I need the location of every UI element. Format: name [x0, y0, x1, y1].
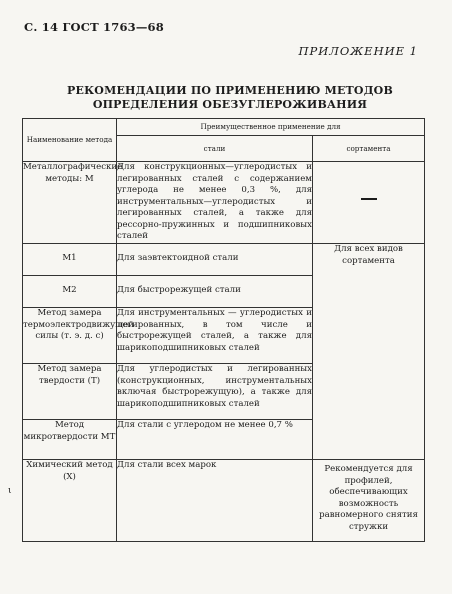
- table-row-steel: Для заэвтектоидной стали: [117, 244, 313, 276]
- margin-mark: ι: [8, 486, 12, 496]
- table-row-method: М2: [23, 276, 117, 308]
- table-row-method: Метод замера термоэлектродвижущей силы (т. э. д. с): [23, 308, 117, 364]
- dash-mark: [361, 198, 377, 200]
- table-row-steel: Для быстрорежущей стали: [117, 276, 313, 308]
- table-row-method: М1: [23, 244, 117, 276]
- header-application: Преимущественное применение для: [117, 119, 425, 136]
- appendix-label: ПРИЛОЖЕНИЕ 1: [298, 44, 418, 58]
- page-header: С. 14 ГОСТ 1763—68: [24, 20, 164, 34]
- assortment-chemical-cell: Рекомендуется для профилей, обеспечивающих возможность равномерного снятия стружки: [313, 460, 425, 542]
- recommendations-table: [22, 118, 425, 542]
- document-title: РЕКОМЕНДАЦИИ ПО ПРИМЕНЕНИЮ МЕТОДОВ ОПРЕДЕЛЕНИЯ ОБЕЗУГЛЕРОЖИВАНИЯ: [67, 84, 393, 111]
- table-row-steel: Для стали с углеродом не менее 0,7 %: [117, 420, 313, 460]
- table-row-method: Метод замера твердости (Т): [23, 364, 117, 420]
- dash-cell: [313, 162, 425, 244]
- table-row-steel: Для инструментальных — углеродистых и легированных, в том числе и быстрорежущей сталей, а также для шарикоподшипниковых сталей: [117, 308, 313, 364]
- header-steel: стали: [117, 136, 313, 162]
- table-row-method: Металлографические методы: М: [23, 162, 117, 244]
- table-row-steel: Для конструкционных—углеродистых и легированных сталей с содержанием углерода не менее 0,3 %, для инструментальных—углеродистых и легированных сталей, а также для рессорно-пружинных и подшипниковых сталей: [117, 162, 313, 244]
- table-row-steel: Для стали всех марок: [117, 460, 313, 542]
- header-method: Наименование метода: [23, 119, 117, 162]
- header-assortment: сортамента: [313, 136, 425, 162]
- assortment-all-cell: Для всех видов сортамента: [313, 244, 425, 460]
- table-row-steel: Для углеродистых и легированных (конструкционных, инструментальных включая быстрорежущую), а также для шарикоподшипниковых сталей: [117, 364, 313, 420]
- table-row-method: Химический метод (X): [23, 460, 117, 542]
- table-row-method: Метод микротвердости МТ: [23, 420, 117, 460]
